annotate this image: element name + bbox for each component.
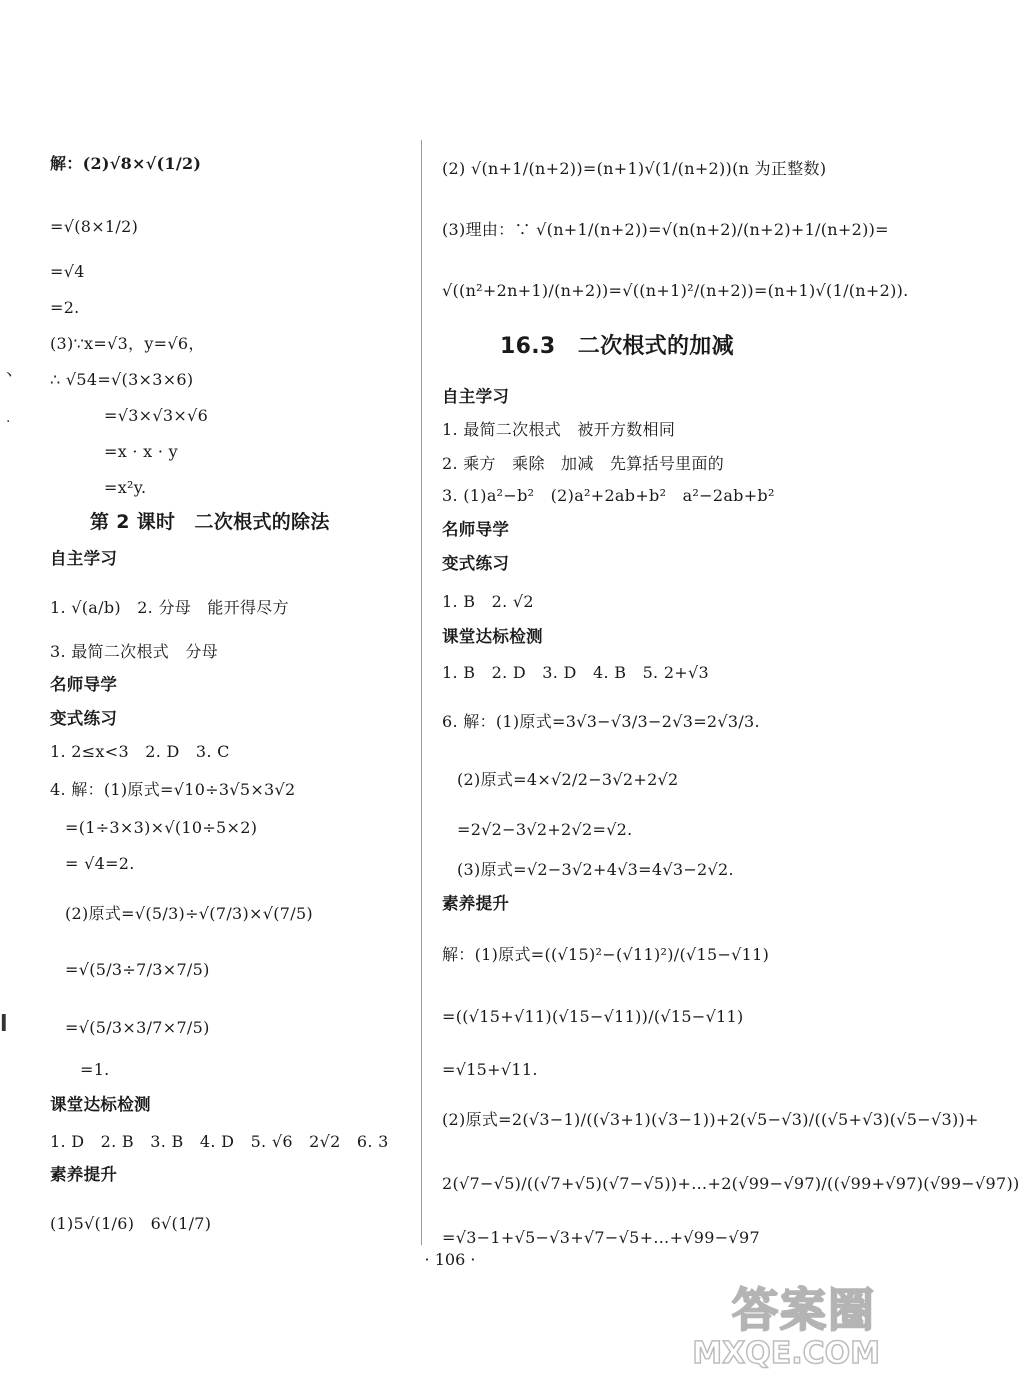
left-answer-line: 4. 解：(1)原式=√10÷3√5×3√2 bbox=[50, 780, 296, 799]
right-answer-line: 素养提升 bbox=[442, 894, 510, 913]
right-answer-line: =2√2−3√2+2√2=√2. bbox=[457, 820, 633, 839]
right-answer-line: =((√15+√11)(√15−√11))/(√15−√11) bbox=[442, 1007, 744, 1026]
watermark-logo bbox=[692, 1274, 886, 1384]
left-answer-line: 名师导学 bbox=[50, 675, 118, 694]
right-answer-line: (2) √(n+1/(n+2))=(n+1)√(1/(n+2))(n 为正整数) bbox=[442, 159, 827, 178]
left-answer-line: =2. bbox=[50, 298, 80, 317]
right-answer-line: √((n²+2n+1)/(n+2))=√((n+1)²/(n+2))=(n+1)√(1/(n+2)). bbox=[442, 281, 909, 300]
left-answer-line: 1. 2≤x<3 2. D 3. C bbox=[50, 742, 230, 761]
left-answer-line: =x · x · y bbox=[104, 442, 179, 461]
right-answer-line: 1. B 2. √2 bbox=[442, 592, 534, 611]
left-answer-line: 课堂达标检测 bbox=[50, 1095, 151, 1114]
column-divider bbox=[421, 140, 422, 1245]
left-answer-line: 素养提升 bbox=[50, 1165, 118, 1184]
left-answer-line: 1. √(a/b) 2. 分母 能开得尽方 bbox=[50, 598, 289, 617]
left-answer-line: 自主学习 bbox=[50, 549, 118, 568]
left-answer-line: ∴ √54=√(3×3×6) bbox=[50, 370, 194, 389]
left-answer-line: =√(8×1/2) bbox=[50, 217, 139, 236]
left-answer-line: =√4 bbox=[50, 262, 85, 281]
scan-mark: l bbox=[0, 1012, 8, 1037]
left-answer-line: (3)∵x=√3，y=√6， bbox=[50, 334, 205, 353]
right-answer-line: 2(√7−√5)/((√7+√5)(√7−√5))+…+2(√99−√97)/((√99+√97)(√99−√97)) bbox=[442, 1174, 1020, 1193]
left-answer-line: (2)原式=√(5/3)÷√(7/3)×√(7/5) bbox=[65, 904, 313, 923]
right-answer-line: (3)理由：∵ √(n+1/(n+2))=√(n(n+2)/(n+2)+1/(n+2))= bbox=[442, 220, 889, 239]
right-answer-line: (2)原式=4×√2/2−3√2+2√2 bbox=[457, 770, 679, 789]
left-answer-line: 解：(2)√8×√(1/2) bbox=[50, 154, 202, 173]
left-answer-line: =√(5/3÷7/3×7/5) bbox=[65, 960, 210, 979]
left-answer-line: = √4=2. bbox=[65, 854, 135, 873]
scan-mark: 、 bbox=[6, 359, 24, 380]
left-answer-line: =1. bbox=[80, 1060, 110, 1079]
right-answer-line: 1. 最简二次根式 被开方数相同 bbox=[442, 420, 676, 439]
scan-mark: . bbox=[6, 410, 11, 426]
left-answer-line: =√(5/3×3/7×7/5) bbox=[65, 1018, 210, 1037]
right-answer-line: 自主学习 bbox=[442, 387, 510, 406]
right-answer-line: =√15+√11. bbox=[442, 1060, 538, 1079]
right-answer-line: 1. B 2. D 3. D 4. B 5. 2+√3 bbox=[442, 663, 709, 682]
left-answer-line: =(1÷3×3)×√(10÷5×2) bbox=[65, 818, 258, 837]
left-answer-line: 变式练习 bbox=[50, 709, 118, 728]
left-answer-line: =√3×√3×√6 bbox=[104, 406, 209, 425]
left-answer-line: 1. D 2. B 3. B 4. D 5. √6 2√2 6. 3 bbox=[50, 1132, 389, 1151]
right-answer-line: 6. 解：(1)原式=3√3−√3/3−2√3=2√3/3. bbox=[442, 712, 760, 731]
right-answer-line: 名师导学 bbox=[442, 520, 510, 539]
right-answer-line: 课堂达标检测 bbox=[442, 627, 543, 646]
left-answer-line: =x²y. bbox=[104, 478, 147, 497]
right-answer-line: 变式练习 bbox=[442, 554, 510, 573]
left-answer-line: 第 2 课时 二次根式的除法 bbox=[90, 511, 330, 533]
left-answer-line: 3. 最简二次根式 分母 bbox=[50, 642, 218, 661]
right-answer-line: (2)原式=2(√3−1)/((√3+1)(√3−1))+2(√5−√3)/((√5+√3)(√5−√3))+ bbox=[442, 1110, 979, 1129]
right-answer-line: 3. (1)a²−b² (2)a²+2ab+b² a²−2ab+b² bbox=[442, 486, 775, 505]
right-answer-line: =√3−1+√5−√3+√7−√5+…+√99−√97 bbox=[442, 1228, 760, 1247]
right-answer-line: 解：(1)原式=((√15)²−(√11)²)/(√15−√11) bbox=[442, 945, 770, 964]
watermark-text-en: MXQE.COM bbox=[692, 1336, 880, 1371]
left-answer-line: (1)5√(1/6) 6√(1/7) bbox=[50, 1214, 212, 1233]
watermark-text-cn: 答案圈 bbox=[732, 1283, 876, 1337]
right-answer-line: 16.3 二次根式的加减 bbox=[500, 334, 734, 359]
page-number: · 106 · bbox=[424, 1250, 476, 1269]
right-answer-line: (3)原式=√2−3√2+4√3=4√3−2√2. bbox=[457, 860, 734, 879]
right-answer-line: 2. 乘方 乘除 加减 先算括号里面的 bbox=[442, 454, 725, 473]
